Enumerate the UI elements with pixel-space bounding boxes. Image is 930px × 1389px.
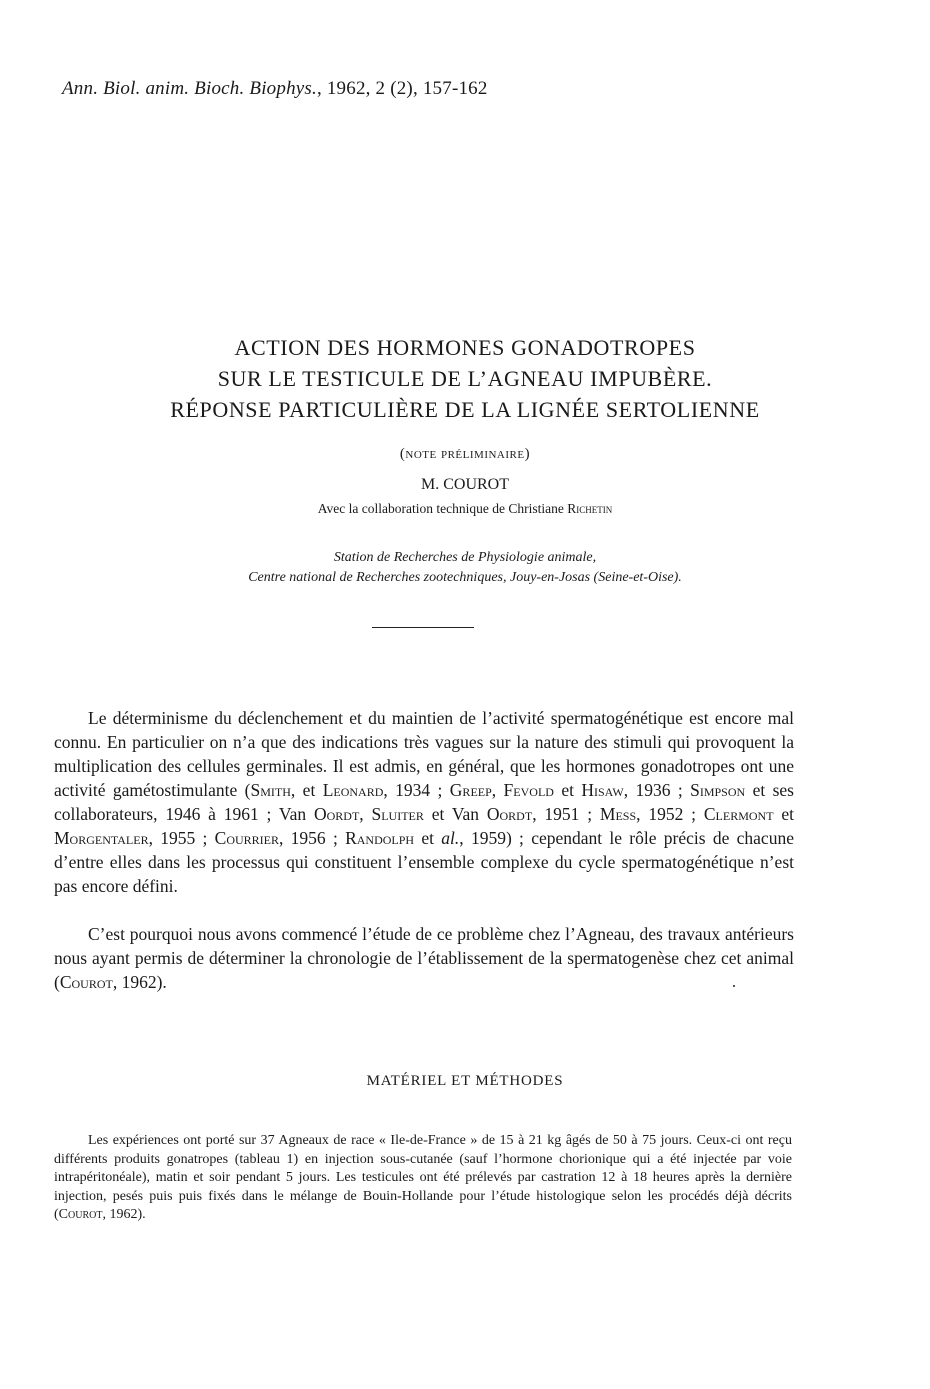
title-line-2: SUR LE TESTICULE DE L’AGNEAU IMPUBÈRE. bbox=[217, 366, 713, 391]
text-run: et bbox=[773, 804, 794, 824]
author-cite: Fevold bbox=[503, 780, 554, 800]
author-cite: Oordt bbox=[486, 804, 533, 824]
author-cite: Greep bbox=[449, 780, 492, 800]
journal-details: , 1962, 2 (2), 157-162 bbox=[316, 78, 488, 99]
methods-paragraph bbox=[54, 1132, 792, 1225]
text-run: et bbox=[553, 780, 582, 800]
title-line-3: RÉPONSE PARTICULIÈRE DE LA LIGNÉE SERTOLIENNE bbox=[170, 397, 760, 422]
collaborator-name: Richetin bbox=[567, 501, 613, 516]
author-cite: Courrier bbox=[214, 828, 280, 848]
text-run: , 1959) ; cependant le rôle précis de chacune d’entre elles dans les processus qui constituent l’ensemble complexe du cycle spermatogénétique n’est pas encore défini. bbox=[54, 828, 794, 896]
text-run: , 1951 ; bbox=[532, 804, 600, 824]
speck bbox=[733, 985, 735, 987]
author-cite: Mess bbox=[599, 804, 637, 824]
author-cite: Morgentaler bbox=[54, 828, 149, 848]
text-run: , 1936 ; bbox=[623, 780, 691, 800]
title-line-1: ACTION DES HORMONES GONADOTROPES bbox=[234, 335, 696, 360]
collaboration-prefix: Avec la collaboration technique de Christiane bbox=[317, 501, 568, 516]
text-run: Le déterminisme du déclenchement et du maintien de l’activité spermatogénétique est encore mal connu. En particulier on n’a que des indications très vagues sur la nature des stimuli qui provoquent la multiplication des cellules germinales. Il est admis, en général, que les hormones gonadotropes ont une activité gamétostimulante ( bbox=[54, 708, 794, 800]
author-cite: Hisaw bbox=[581, 780, 624, 800]
text-run: Les expériences ont porté sur 37 Agneaux de race « Ile-de-France » de 15 à 21 kg âgés de 50 à 75 jours. Ceux-ci ont reçu différents produits gonatropes (tableau 1) en injection sous-cutanée (sauf l’hormone chorionique qui a été injectée par voie intrapéritonéale), matin et soir pendant 5 jours. Les testicules ont été prélevés par castration 12 à 18 heures après la dernière injection, pesés puis puis fixés dans le mélange de Bouin-Hollande pour l’étude histologique selon les procédés déjà décrits ( bbox=[54, 1133, 792, 1222]
et-al: al. bbox=[441, 828, 460, 848]
journal-citation bbox=[62, 78, 488, 100]
text-run: et ses collaborateurs, 1946 à 1961 ; Van bbox=[54, 780, 794, 824]
text-run: , 1962). bbox=[112, 972, 167, 992]
author: M. COUROT bbox=[420, 476, 509, 493]
journal-name: Ann. Biol. anim. Bioch. Biophys. bbox=[62, 78, 317, 99]
institution-line-2: Centre national de Recherches zootechniques, Jouy-en-Josas (Seine-et-Oise). bbox=[248, 570, 682, 585]
note-label: (note préliminaire) bbox=[399, 446, 531, 462]
author-cite: Simpson bbox=[690, 780, 746, 800]
text-run: , bbox=[359, 804, 372, 824]
author-cite: Clermont bbox=[703, 804, 774, 824]
text-run: , bbox=[491, 780, 504, 800]
text-run: et Van bbox=[423, 804, 487, 824]
text-run: , 1955 ; bbox=[148, 828, 215, 848]
intro-paragraph-1 bbox=[54, 706, 794, 898]
intro-paragraph-2 bbox=[54, 922, 794, 994]
author-cite: Leonard bbox=[322, 780, 384, 800]
institution-line-1: Station de Recherches de Physiologie animale, bbox=[333, 550, 597, 565]
author-cite: Courot bbox=[58, 1207, 103, 1222]
author-cite: Courot bbox=[59, 972, 113, 992]
text-run: , 1956 ; bbox=[279, 828, 346, 848]
author-cite: Smith bbox=[250, 780, 291, 800]
separator-rule bbox=[372, 627, 474, 628]
author-cite: Randolph bbox=[345, 828, 415, 848]
text-run: , 1962). bbox=[102, 1207, 146, 1222]
text-run: , et bbox=[290, 780, 323, 800]
section-heading: MATÉRIEL ET MÉTHODES bbox=[366, 1073, 564, 1089]
author-cite: Sluiter bbox=[371, 804, 424, 824]
text-run: , 1934 ; bbox=[383, 780, 450, 800]
collaboration-credit bbox=[0, 501, 930, 517]
text-run: , 1952 ; bbox=[636, 804, 704, 824]
text-run: C’est pourquoi nous avons commencé l’étude de ce problème chez l’Agneau, des travaux antérieurs nous ayant permis de déterminer la chronologie de l’établissement de la spermatogenèse chez cet animal ( bbox=[54, 924, 794, 992]
text-run: et bbox=[414, 828, 442, 848]
author-cite: Oordt bbox=[313, 804, 360, 824]
